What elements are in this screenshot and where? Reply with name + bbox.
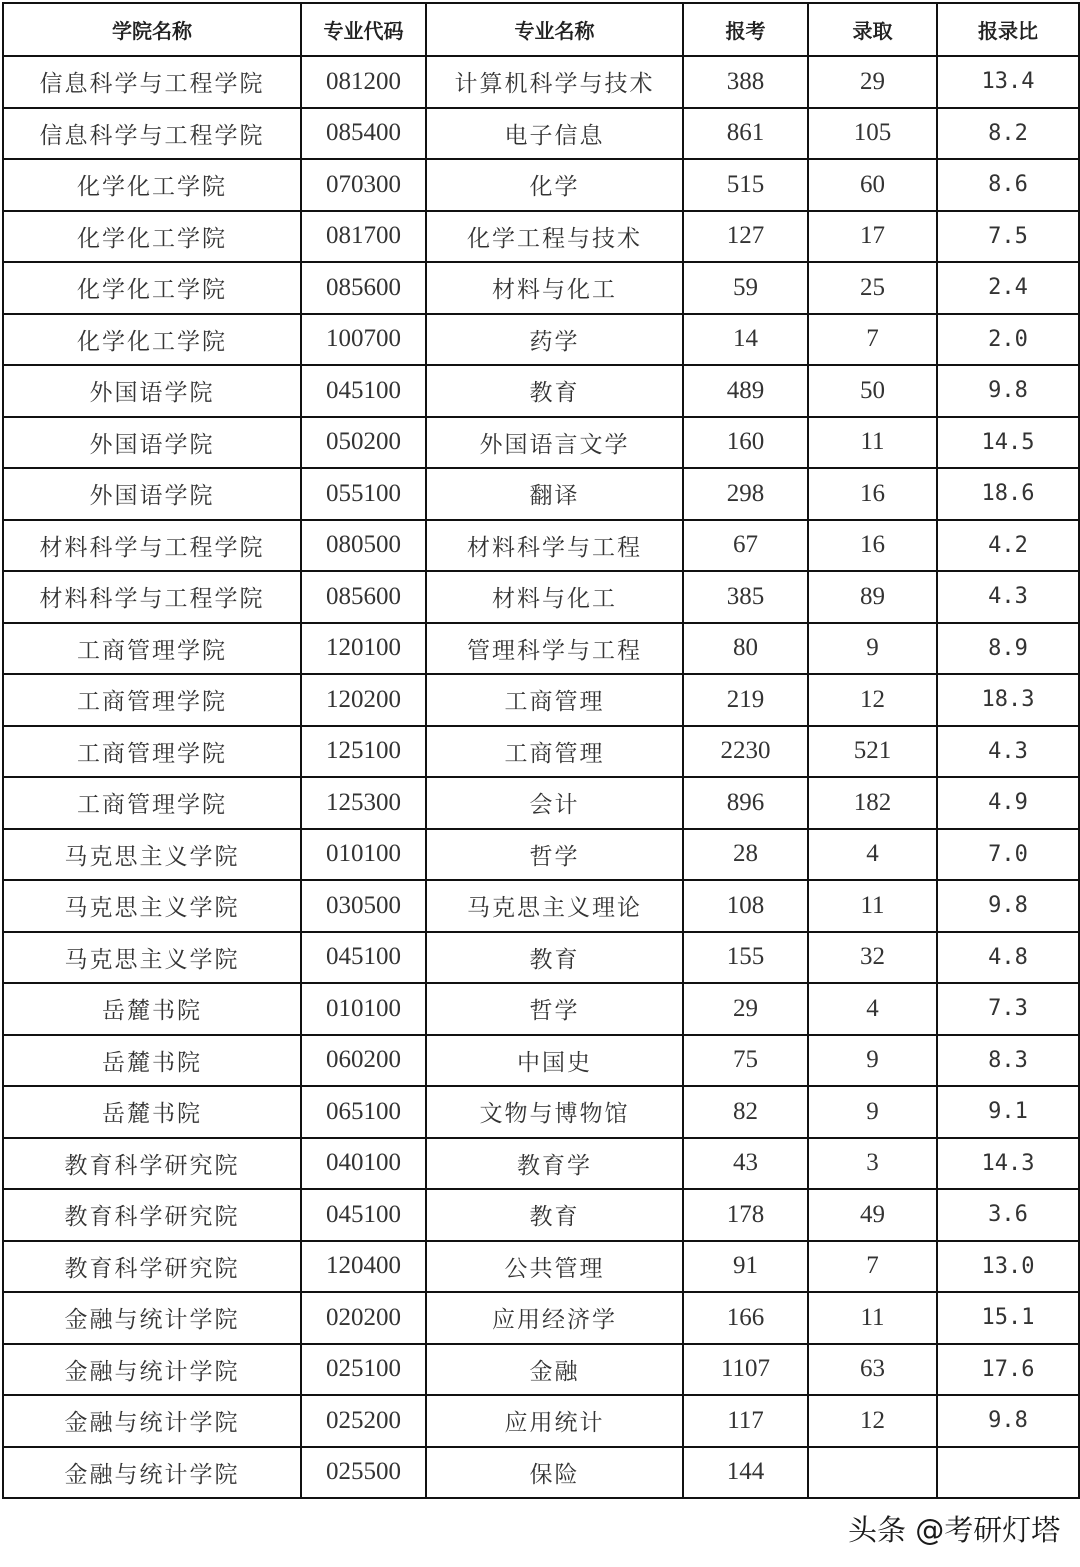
cell-college: 外国语学院 [3,468,301,520]
watermark: 头条 @考研灯塔 [848,1513,1061,1547]
cell-major-name: 马克思主义理论 [426,880,683,932]
cell-major-code: 085600 [301,571,426,623]
cell-applicants: 28 [683,829,808,881]
cell-college: 材料科学与工程学院 [3,520,301,572]
cell-admitted: 12 [808,674,937,726]
cell-applicants: 178 [683,1189,808,1241]
table-row [3,1292,1079,1344]
cell-admitted: 3 [808,1138,937,1190]
cell-college: 工商管理学院 [3,726,301,778]
cell-admitted: 7 [808,314,937,366]
header-major-name: 专业名称 [426,3,683,56]
table-row [3,1189,1079,1241]
cell-applicants: 144 [683,1447,808,1499]
cell-ratio: 4.3 [937,726,1079,778]
cell-major-name: 管理科学与工程 [426,623,683,675]
cell-major-name: 应用统计 [426,1395,683,1447]
cell-college: 材料科学与工程学院 [3,571,301,623]
cell-major-code: 080500 [301,520,426,572]
cell-ratio: 15.1 [937,1292,1079,1344]
header-major-code: 专业代码 [301,3,426,56]
cell-admitted: 521 [808,726,937,778]
cell-applicants: 155 [683,932,808,984]
table-row [3,880,1079,932]
cell-major-code: 010100 [301,983,426,1035]
cell-major-name: 哲学 [426,983,683,1035]
cell-major-name: 材料科学与工程 [426,520,683,572]
table-row [3,365,1079,417]
cell-college: 化学化工学院 [3,211,301,263]
cell-major-code: 065100 [301,1086,426,1138]
cell-major-code: 020200 [301,1292,426,1344]
cell-applicants: 896 [683,777,808,829]
cell-college: 教育科学研究院 [3,1138,301,1190]
cell-ratio [937,1447,1079,1499]
cell-ratio: 8.2 [937,108,1079,160]
cell-major-code: 010100 [301,829,426,881]
cell-admitted: 4 [808,983,937,1035]
cell-admitted: 182 [808,777,937,829]
cell-ratio: 3.6 [937,1189,1079,1241]
cell-admitted: 16 [808,468,937,520]
admission-ratio-table [2,2,1080,1499]
cell-applicants: 108 [683,880,808,932]
table-row [3,108,1079,160]
cell-college: 金融与统计学院 [3,1344,301,1396]
cell-ratio: 9.1 [937,1086,1079,1138]
cell-applicants: 385 [683,571,808,623]
cell-applicants: 166 [683,1292,808,1344]
cell-admitted: 9 [808,1035,937,1087]
cell-major-name: 翻译 [426,468,683,520]
cell-admitted: 29 [808,56,937,108]
cell-applicants: 43 [683,1138,808,1190]
cell-major-code: 085600 [301,262,426,314]
cell-major-code: 055100 [301,468,426,520]
cell-major-name: 中国史 [426,1035,683,1087]
table-row [3,983,1079,1035]
cell-admitted: 25 [808,262,937,314]
cell-applicants: 14 [683,314,808,366]
cell-ratio: 4.8 [937,932,1079,984]
cell-college: 工商管理学院 [3,623,301,675]
cell-college: 马克思主义学院 [3,880,301,932]
cell-major-code: 025200 [301,1395,426,1447]
cell-major-code: 120100 [301,623,426,675]
cell-ratio: 18.3 [937,674,1079,726]
cell-major-name: 公共管理 [426,1241,683,1293]
cell-major-name: 计算机科学与技术 [426,56,683,108]
cell-major-code: 081700 [301,211,426,263]
cell-college: 工商管理学院 [3,674,301,726]
cell-ratio: 9.8 [937,365,1079,417]
cell-applicants: 861 [683,108,808,160]
cell-applicants: 59 [683,262,808,314]
cell-major-name: 应用经济学 [426,1292,683,1344]
table-row [3,1344,1079,1396]
cell-major-name: 文物与博物馆 [426,1086,683,1138]
cell-applicants: 82 [683,1086,808,1138]
cell-major-name: 哲学 [426,829,683,881]
cell-applicants: 515 [683,159,808,211]
table-row [3,468,1079,520]
table-row [3,1086,1079,1138]
cell-college: 外国语学院 [3,417,301,469]
cell-major-name: 金融 [426,1344,683,1396]
cell-applicants: 80 [683,623,808,675]
cell-major-name: 外国语言文学 [426,417,683,469]
cell-major-code: 045100 [301,1189,426,1241]
table-row [3,1138,1079,1190]
cell-ratio: 4.3 [937,571,1079,623]
cell-admitted: 11 [808,880,937,932]
cell-college: 岳麓书院 [3,1086,301,1138]
cell-major-code: 040100 [301,1138,426,1190]
cell-major-name: 电子信息 [426,108,683,160]
cell-ratio: 13.4 [937,56,1079,108]
cell-ratio: 8.3 [937,1035,1079,1087]
cell-admitted: 12 [808,1395,937,1447]
table-row [3,1395,1079,1447]
cell-applicants: 91 [683,1241,808,1293]
cell-major-code: 085400 [301,108,426,160]
cell-college: 教育科学研究院 [3,1241,301,1293]
cell-college: 岳麓书院 [3,983,301,1035]
cell-admitted: 60 [808,159,937,211]
cell-ratio: 17.6 [937,1344,1079,1396]
cell-applicants: 1107 [683,1344,808,1396]
table-row [3,262,1079,314]
cell-major-name: 保险 [426,1447,683,1499]
cell-applicants: 67 [683,520,808,572]
cell-major-name: 材料与化工 [426,571,683,623]
cell-admitted [808,1447,937,1499]
cell-major-code: 050200 [301,417,426,469]
cell-major-name: 化学 [426,159,683,211]
table-row [3,726,1079,778]
cell-admitted: 11 [808,1292,937,1344]
cell-ratio: 8.6 [937,159,1079,211]
cell-college: 马克思主义学院 [3,932,301,984]
cell-college: 教育科学研究院 [3,1189,301,1241]
table-row [3,777,1079,829]
cell-ratio: 18.6 [937,468,1079,520]
cell-applicants: 127 [683,211,808,263]
cell-applicants: 160 [683,417,808,469]
cell-applicants: 2230 [683,726,808,778]
table-row [3,1241,1079,1293]
cell-major-code: 060200 [301,1035,426,1087]
cell-major-name: 工商管理 [426,726,683,778]
header-admitted: 录取 [808,3,937,56]
cell-major-name: 教育 [426,932,683,984]
cell-admitted: 7 [808,1241,937,1293]
cell-major-name: 教育学 [426,1138,683,1190]
cell-major-name: 工商管理 [426,674,683,726]
cell-ratio: 14.3 [937,1138,1079,1190]
cell-ratio: 4.9 [937,777,1079,829]
cell-applicants: 298 [683,468,808,520]
cell-ratio: 8.9 [937,623,1079,675]
table-row [3,1447,1079,1499]
cell-college: 化学化工学院 [3,262,301,314]
cell-admitted: 4 [808,829,937,881]
cell-applicants: 219 [683,674,808,726]
cell-admitted: 11 [808,417,937,469]
cell-admitted: 9 [808,1086,937,1138]
cell-major-name: 化学工程与技术 [426,211,683,263]
table-row [3,159,1079,211]
cell-major-code: 125100 [301,726,426,778]
header-ratio: 报录比 [937,3,1079,56]
table-row [3,56,1079,108]
cell-college: 外国语学院 [3,365,301,417]
cell-applicants: 29 [683,983,808,1035]
cell-major-code: 081200 [301,56,426,108]
cell-applicants: 388 [683,56,808,108]
cell-major-code: 120400 [301,1241,426,1293]
table-row [3,417,1079,469]
table-row [3,623,1079,675]
cell-college: 化学化工学院 [3,314,301,366]
cell-applicants: 75 [683,1035,808,1087]
cell-ratio: 2.0 [937,314,1079,366]
header-row [3,3,1079,56]
cell-major-name: 教育 [426,1189,683,1241]
table-row [3,1035,1079,1087]
cell-admitted: 9 [808,623,937,675]
table-body [3,56,1079,1498]
cell-major-code: 070300 [301,159,426,211]
cell-major-code: 100700 [301,314,426,366]
cell-ratio: 4.2 [937,520,1079,572]
cell-ratio: 2.4 [937,262,1079,314]
table-row [3,520,1079,572]
header-college: 学院名称 [3,3,301,56]
cell-major-code: 025500 [301,1447,426,1499]
cell-major-name: 材料与化工 [426,262,683,314]
table-row [3,314,1079,366]
cell-college: 马克思主义学院 [3,829,301,881]
cell-ratio: 7.3 [937,983,1079,1035]
cell-college: 金融与统计学院 [3,1447,301,1499]
cell-college: 岳麓书院 [3,1035,301,1087]
cell-major-name: 教育 [426,365,683,417]
cell-admitted: 89 [808,571,937,623]
cell-ratio: 7.5 [937,211,1079,263]
header-applicants: 报考 [683,3,808,56]
cell-college: 金融与统计学院 [3,1395,301,1447]
cell-major-name: 会计 [426,777,683,829]
cell-applicants: 489 [683,365,808,417]
cell-ratio: 14.5 [937,417,1079,469]
cell-major-code: 045100 [301,365,426,417]
cell-admitted: 49 [808,1189,937,1241]
cell-admitted: 17 [808,211,937,263]
cell-college: 化学化工学院 [3,159,301,211]
cell-applicants: 117 [683,1395,808,1447]
cell-ratio: 13.0 [937,1241,1079,1293]
cell-admitted: 50 [808,365,937,417]
cell-admitted: 16 [808,520,937,572]
cell-college: 信息科学与工程学院 [3,108,301,160]
cell-ratio: 9.8 [937,1395,1079,1447]
cell-major-code: 030500 [301,880,426,932]
table-row [3,571,1079,623]
cell-college: 工商管理学院 [3,777,301,829]
table-row [3,932,1079,984]
table-row [3,211,1079,263]
cell-admitted: 32 [808,932,937,984]
cell-college: 金融与统计学院 [3,1292,301,1344]
table-row [3,674,1079,726]
cell-ratio: 9.8 [937,880,1079,932]
cell-major-code: 045100 [301,932,426,984]
table-row [3,829,1079,881]
cell-admitted: 63 [808,1344,937,1396]
cell-major-name: 药学 [426,314,683,366]
cell-major-code: 025100 [301,1344,426,1396]
cell-major-code: 120200 [301,674,426,726]
cell-ratio: 7.0 [937,829,1079,881]
cell-college: 信息科学与工程学院 [3,56,301,108]
cell-admitted: 105 [808,108,937,160]
cell-major-code: 125300 [301,777,426,829]
